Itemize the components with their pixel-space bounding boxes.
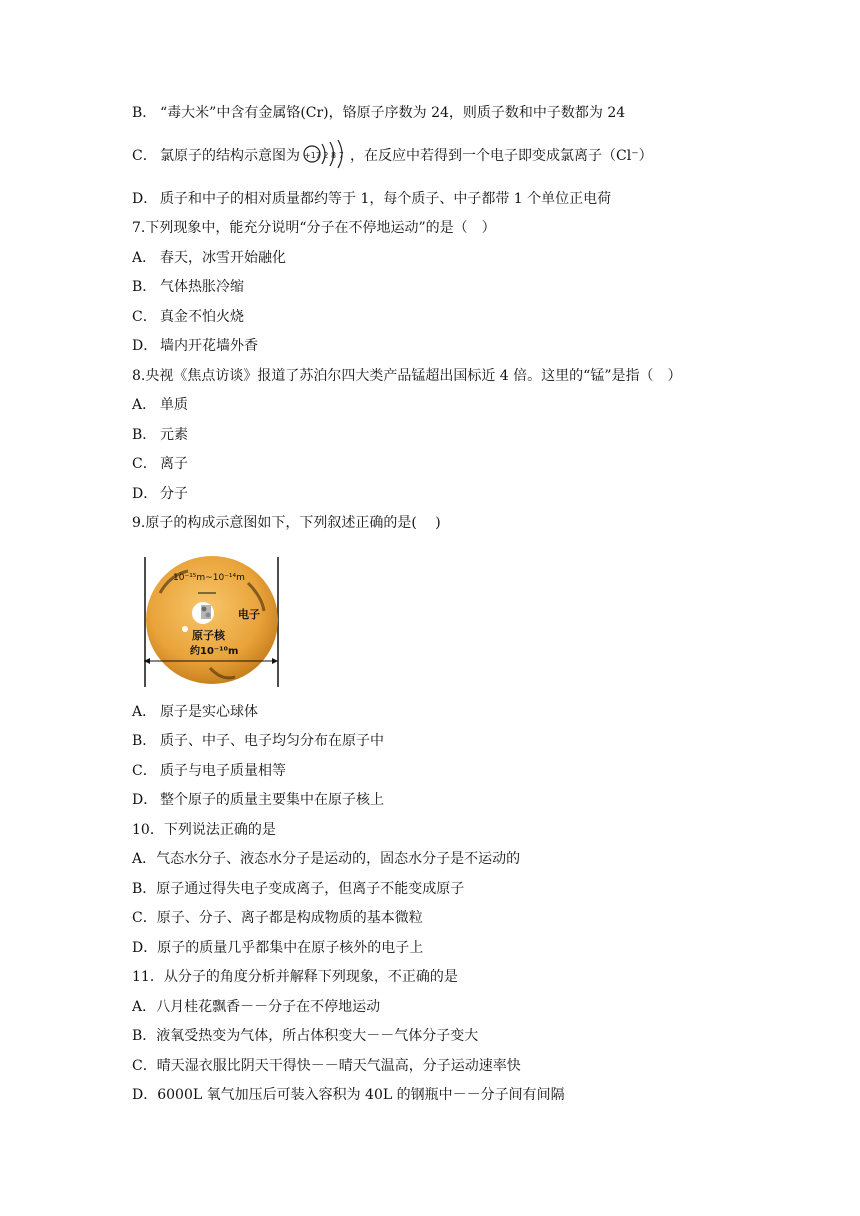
diagram-label: +17 2 8 7 bbox=[304, 151, 344, 160]
q10-option-d: D．原子的质量几乎都集中在原子核外的电子上 bbox=[132, 940, 424, 956]
atom-size-label: 约10⁻¹⁰m bbox=[190, 646, 239, 657]
q9-option-b: B． 质子、中子、电子均匀分布在原子中 bbox=[132, 733, 384, 749]
q8-option-c: C． 离子 bbox=[132, 456, 188, 472]
q9-option-d: D． 整个原子的质量主要集中在原子核上 bbox=[132, 792, 384, 808]
q10-option-b: B．原子通过得失电子变成离子，但离子不能变成原子 bbox=[132, 881, 465, 897]
q8-option-b: B． 元素 bbox=[132, 427, 188, 443]
q7-option-d: D． 墙内开花墙外香 bbox=[132, 338, 258, 354]
q9-option-c: C． 质子与电子质量相等 bbox=[132, 763, 286, 779]
q7-option-c: C． 真金不怕火烧 bbox=[132, 309, 244, 325]
q8-stem: 8.央视《焦点访谈》报道了苏泊尔四大类产品锰超出国标近 4 倍。这里的“锰”是指（ ） bbox=[132, 368, 682, 384]
q11-option-a: A．八月桂花飘香－－分子在不停地运动 bbox=[132, 999, 381, 1015]
chlorine-atom-structure-diagram bbox=[300, 147, 350, 165]
atom-structure-figure bbox=[140, 553, 290, 689]
q9-option-a: A． 原子是实心球体 bbox=[132, 704, 258, 720]
q11-option-c: C．晴天湿衣服比阴天干得快－－晴天气温高，分子运动速率快 bbox=[132, 1058, 521, 1074]
q7-option-b: B． 气体热胀冷缩 bbox=[132, 279, 244, 295]
q11-option-d: D．6000L 氧气加压后可装入容积为 40L 的钢瓶中－－分子间有间隔 bbox=[132, 1087, 565, 1103]
q6-option-d: D． 质子和中子的相对质量都约等于 1，每个质子、中子都带 1 个单位正电荷 bbox=[132, 191, 612, 207]
q8-option-a: A． 单质 bbox=[132, 397, 188, 413]
q11-option-b: B．液氧受热变为气体，所占体积变大－－气体分子变大 bbox=[132, 1028, 479, 1044]
nucleus-label: 原子核 bbox=[192, 629, 225, 642]
nucleus-size-label: 10⁻¹⁵m~10⁻¹⁴m bbox=[173, 573, 245, 583]
q10-option-c: C．原子、分子、离子都是构成物质的基本微粒 bbox=[132, 910, 423, 926]
q7-stem: 7.下列现象中，能充分说明“分子在不停地运动”的是（ ） bbox=[132, 220, 496, 236]
q10-stem: 10．下列说法正确的是 bbox=[132, 822, 276, 838]
q10-option-a: A．气态水分子、液态水分子是运动的，固态水分子是不运动的 bbox=[132, 851, 521, 867]
q6-option-c: C． 氯原子的结构示意图为 +17 2 8 7 ，在反应中若得到一个电子即变成氯离子（Cl⁻） bbox=[132, 147, 653, 165]
electron-label: 电子 bbox=[238, 608, 260, 621]
q11-stem: 11．从分子的角度分析并解释下列现象，不正确的是 bbox=[132, 969, 458, 985]
q9-stem: 9.原子的构成示意图如下，下列叙述正确的是( ) bbox=[132, 515, 441, 531]
q8-option-d: D． 分子 bbox=[132, 486, 188, 502]
q6-option-b: B． “毒大米”中含有金属铬(Cr)，铬原子序数为 24，则质子数和中子数都为 24 bbox=[132, 105, 626, 121]
q7-option-a: A． 春天，冰雪开始融化 bbox=[132, 250, 286, 266]
